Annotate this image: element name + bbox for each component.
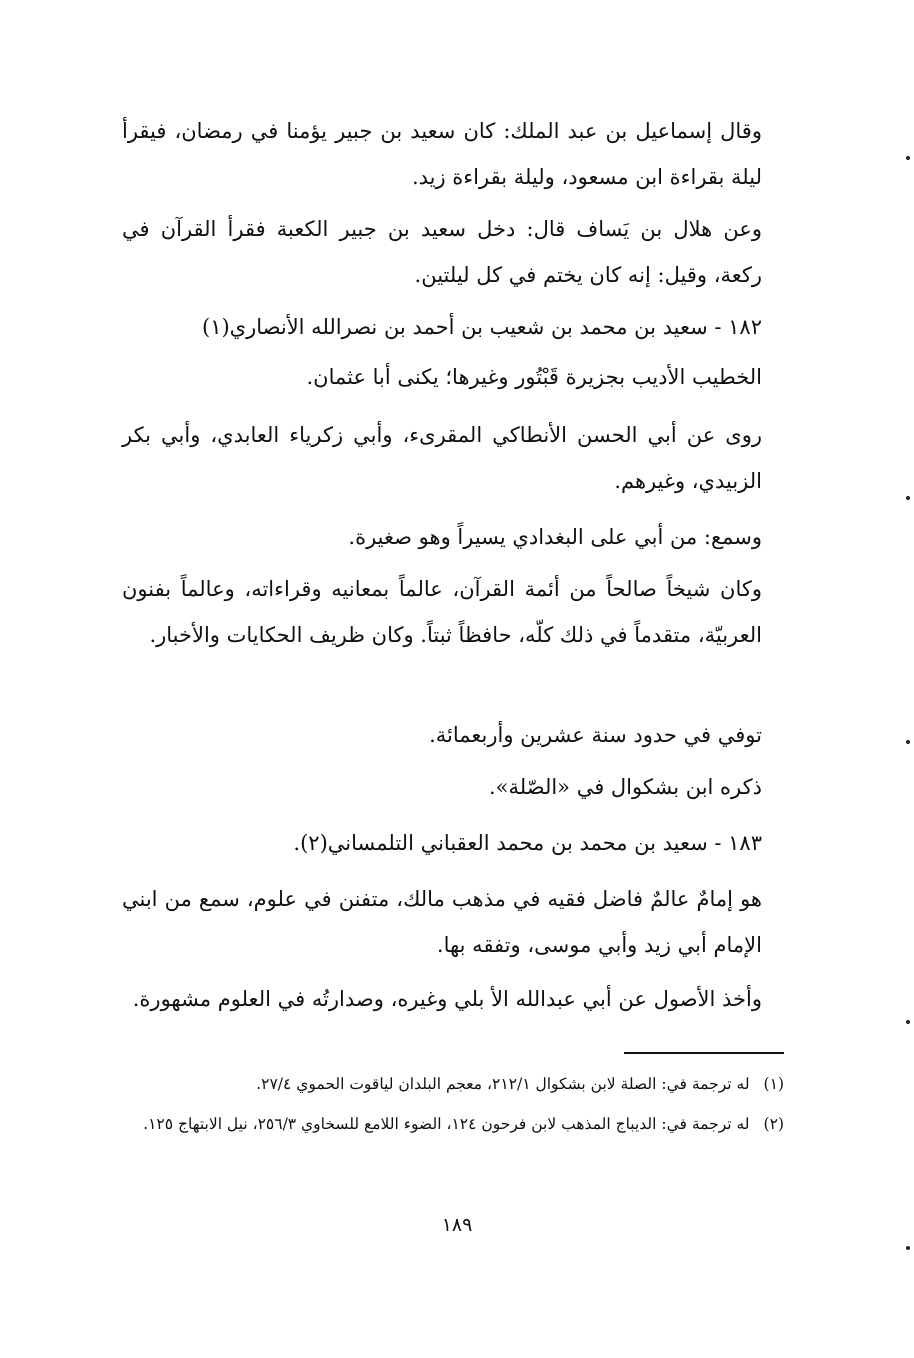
entry-182-death: توفي في حدود سنة عشرين وأربعمائة. xyxy=(429,723,762,747)
entry-182-source: ذكره ابن بشكوال في «الصّلة». xyxy=(489,775,762,799)
paragraph-hilal-quote: وعن هلال بن يَساف قال: دخل سعيد بن جبير الكعبة فقرأ القرآن في ركعة، وقيل: إنه كان يختم في كل ليلتين. xyxy=(122,217,762,287)
scan-speck xyxy=(906,740,910,744)
entry-183-heading: ١٨٣ - سعيد بن محمد بن محمد العقباني التلمساني(٢). xyxy=(293,831,762,855)
footnote-number: (٢) xyxy=(763,1115,784,1133)
footnote-text: له ترجمة في: الديباج المذهب لابن فرحون ١٢٤، الضوء اللامع للسخاوي ٢٥٦/٣، نيل الابتهاج ١٢٥. xyxy=(143,1115,750,1133)
footnote-text: له ترجمة في: الصلة لابن بشكوال ٢١٢/١، معجم البلدان لياقوت الحموي ٢٧/٤. xyxy=(256,1075,750,1093)
scan-speck xyxy=(906,496,910,500)
page-number: ١٨٩ xyxy=(441,1214,473,1236)
scan-speck xyxy=(906,1020,910,1024)
footnote-divider xyxy=(624,1052,784,1054)
entry-182-description: الخطيب الأديب بجزيرة قَبْتُور وغيرها؛ يكنى أبا عثمان. xyxy=(306,365,762,389)
scan-speck xyxy=(906,1246,910,1250)
entry-183-usul: وأخذ الأصول عن أبي عبدالله الأ بلي وغيره، وصدارتُه في العلوم مشهورة. xyxy=(132,987,762,1011)
entry-182-heard: وسمع: من أبي على البغدادي يسيراً وهو صغيرة. xyxy=(348,525,762,549)
entry-182-heading: ١٨٢ - سعيد بن محمد بن شعيب بن أحمد بن نصرالله الأنصاري(١) xyxy=(201,315,762,339)
footnote-number: (١) xyxy=(763,1075,784,1093)
scan-speck xyxy=(906,156,910,160)
footnote-1 xyxy=(114,1068,784,1100)
entry-182-narrations: روى عن أبي الحسن الأنطاكي المقرىء، وأبي زكرياء العابدي، وأبي بكر الزبيدي، وغيرهم. xyxy=(122,423,762,493)
entry-183-biography: هو إمامٌ عالمٌ فاضل فقيه في مذهب مالك، متفنن في علوم، سمع من ابني الإمام أبي زيد وأبي موسى، وتفقه بها. xyxy=(122,887,762,957)
paragraph-ismail-quote: وقال إسماعيل بن عبد الملك: كان سعيد بن جبير يؤمنا في رمضان، فيقرأ ليلة بقراءة ابن مسعود، وليلة بقراءة زيد. xyxy=(122,119,762,189)
entry-182-biography: وكان شيخاً صالحاً من أئمة القرآن، عالماً بمعانيه وقراءاته، وعالماً بفنون العربيّة، متقدماً في ذلك كلّه، حافظاً ثبتاً. وكان ظريف الحكايات والأخبار. xyxy=(122,577,762,647)
footnote-2 xyxy=(114,1108,784,1140)
